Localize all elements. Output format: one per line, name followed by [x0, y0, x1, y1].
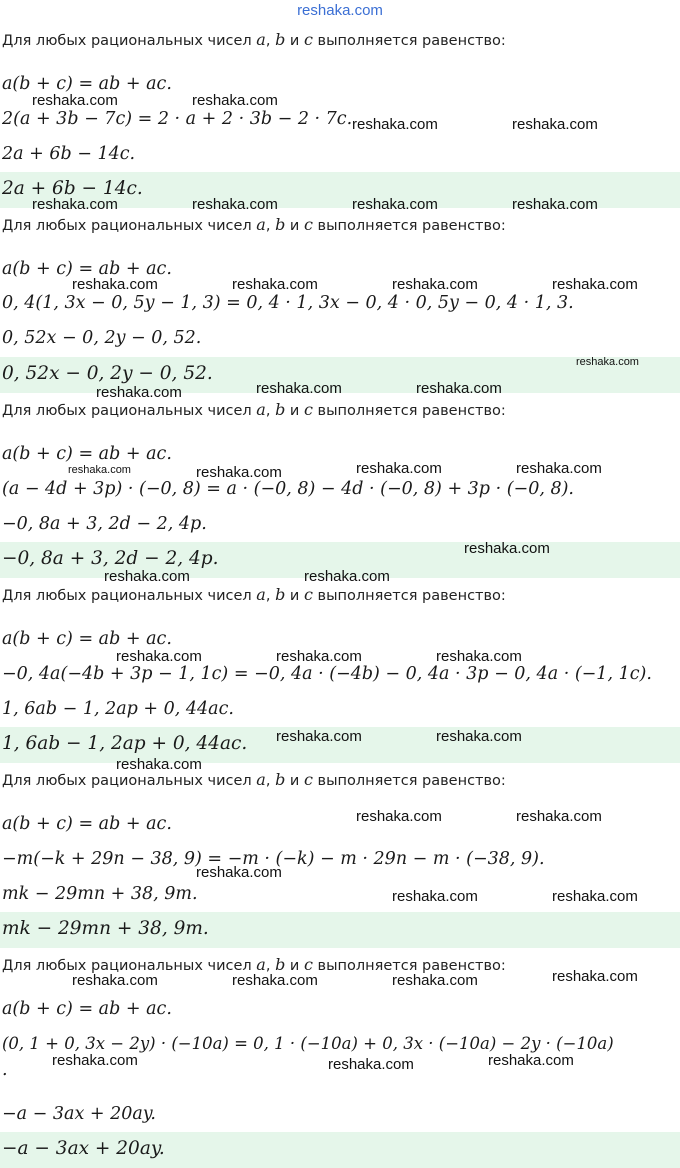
rule-equation: a(b + c) = ab + ac.	[2, 999, 172, 1019]
watermark: reshaka.com	[352, 196, 438, 213]
answer-text: −a − 3ax + 20ay.	[2, 1138, 165, 1159]
expansion-line: −0, 4a(−4b + 3p − 1, 1c) = −0, 4a · (−4b) − 0, 4a · 3p − 0, 4a · (−1, 1c).	[2, 664, 652, 684]
watermark: reshaka.com	[32, 92, 118, 109]
watermark: reshaka.com	[416, 380, 502, 397]
watermark: reshaka.com	[192, 196, 278, 213]
expansion-line: 2(a + 3b − 7c) = 2 · a + 2 · 3b − 2 · 7c.	[2, 109, 353, 129]
watermark: reshaka.com	[436, 648, 522, 665]
watermark: reshaka.com	[392, 972, 478, 989]
intro-text: Для любых рациональных чисел a, b и c выполняется равенство:	[2, 770, 506, 789]
watermark: reshaka.com	[192, 92, 278, 109]
watermark: reshaka.com	[464, 540, 550, 557]
watermark: reshaka.com	[552, 968, 638, 985]
watermark: reshaka.com	[392, 276, 478, 293]
result-line: 2a + 6b − 14c.	[2, 144, 136, 164]
watermark: reshaka.com	[32, 196, 118, 213]
watermark: reshaka.com	[72, 276, 158, 293]
rule-equation: a(b + c) = ab + ac.	[2, 74, 172, 94]
rule-equation: a(b + c) = ab + ac.	[2, 444, 172, 464]
watermark: reshaka.com	[116, 756, 202, 773]
watermark: reshaka.com	[436, 728, 522, 745]
watermark: reshaka.com	[512, 196, 598, 213]
watermark: reshaka.com	[552, 276, 638, 293]
watermark: reshaka.com	[328, 1056, 414, 1073]
watermark: reshaka.com	[232, 972, 318, 989]
answer-text: 0, 52x − 0, 2y − 0, 52.	[2, 363, 213, 384]
intro-text: Для любых рациональных чисел a, b и c выполняется равенство:	[2, 585, 506, 604]
intro-text: Для любых рациональных чисел a, b и c выполняется равенство:	[2, 955, 506, 974]
watermark: reshaka.com	[52, 1052, 138, 1069]
answer-text: 1, 6ab − 1, 2ap + 0, 44ac.	[2, 733, 248, 754]
watermark: reshaka.com	[516, 460, 602, 477]
continuation-dot: .	[2, 1060, 8, 1080]
expansion-line: (0, 1 + 0, 3x − 2y) · (−10a) = 0, 1 · (−10a) + 0, 3x · (−10a) − 2y · (−10a)	[2, 1034, 614, 1053]
watermark: reshaka.com	[304, 568, 390, 585]
watermark: reshaka.com	[276, 648, 362, 665]
watermark: reshaka.com	[256, 380, 342, 397]
watermark: reshaka.com	[356, 808, 442, 825]
watermark: reshaka.com	[196, 864, 282, 881]
watermark: reshaka.com	[488, 1052, 574, 1069]
result-line: 0, 52x − 0, 2y − 0, 52.	[2, 328, 202, 348]
watermark: reshaka.com	[104, 568, 190, 585]
result-line: −a − 3ax + 20ay.	[2, 1104, 156, 1124]
watermark: reshaka.com	[276, 728, 362, 745]
watermark: reshaka.com	[232, 276, 318, 293]
watermark: reshaka.com	[516, 808, 602, 825]
watermark: reshaka.com	[392, 888, 478, 905]
expansion-line: (a − 4d + 3p) · (−0, 8) = a · (−0, 8) − 4d · (−0, 8) + 3p · (−0, 8).	[2, 479, 574, 499]
watermark: reshaka.com	[356, 460, 442, 477]
result-line: 1, 6ab − 1, 2ap + 0, 44ac.	[2, 699, 234, 719]
answer-highlight	[0, 912, 680, 948]
watermark: reshaka.com	[68, 464, 131, 476]
intro-text: Для любых рациональных чисел a, b и c выполняется равенство:	[2, 400, 506, 419]
watermark: reshaka.com	[512, 116, 598, 133]
watermark: reshaka.com	[552, 888, 638, 905]
watermark: reshaka.com	[116, 648, 202, 665]
intro-text: Для любых рациональных чисел a, b и c выполняется равенство:	[2, 215, 506, 234]
watermark: reshaka.com	[72, 972, 158, 989]
answer-text: 2a + 6b − 14c.	[2, 178, 143, 199]
answer-highlight	[0, 1132, 680, 1168]
expansion-line: −m(−k + 29n − 38, 9) = −m · (−k) − m · 29n − m · (−38, 9).	[2, 849, 545, 869]
watermark: reshaka.com	[96, 384, 182, 401]
watermark: reshaka.com	[196, 464, 282, 481]
result-line: −0, 8a + 3, 2d − 2, 4p.	[2, 514, 207, 534]
result-line: mk − 29mn + 38, 9m.	[2, 884, 198, 904]
watermark: reshaka.com	[576, 356, 639, 368]
answer-text: mk − 29mn + 38, 9m.	[2, 918, 209, 939]
rule-equation: a(b + c) = ab + ac.	[2, 629, 172, 649]
watermark: reshaka.com	[352, 116, 438, 133]
expansion-line: 0, 4(1, 3x − 0, 5y − 1, 3) = 0, 4 · 1, 3x − 0, 4 · 0, 5y − 0, 4 · 1, 3.	[2, 293, 574, 313]
answer-text: −0, 8a + 3, 2d − 2, 4p.	[2, 548, 219, 569]
intro-text: Для любых рациональных чисел a, b и c выполняется равенство:	[2, 30, 506, 49]
rule-equation: a(b + c) = ab + ac.	[2, 259, 172, 279]
rule-equation: a(b + c) = ab + ac.	[2, 814, 172, 834]
site-link[interactable]: reshaka.com	[297, 2, 383, 19]
